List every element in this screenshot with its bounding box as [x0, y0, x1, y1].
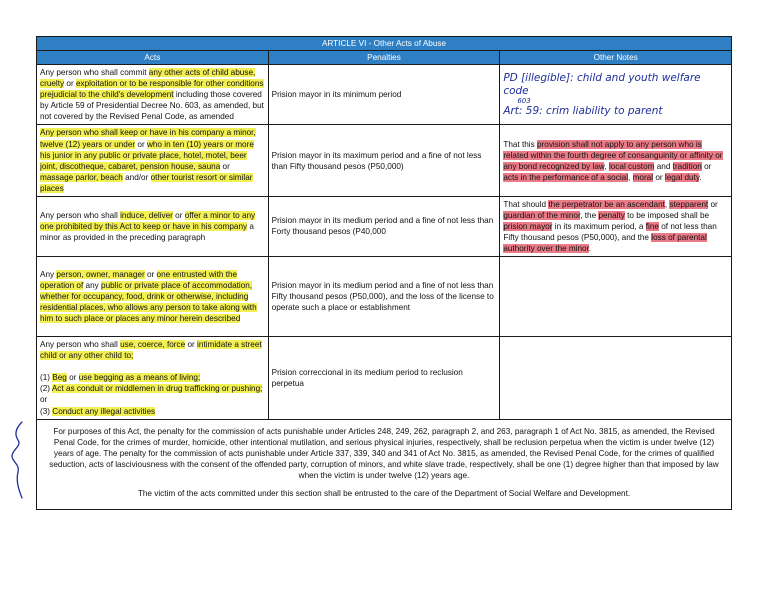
handwritten-note: 603	[517, 96, 531, 105]
highlight-yellow: offer a minor to any one prohibited by this Act to keep or have in his company	[40, 210, 256, 231]
text-run: of not less than Fifty thousand pesos (P50,000), and the	[503, 221, 717, 242]
text-run: and	[654, 161, 673, 171]
highlight-yellow: induce, deliver	[120, 210, 173, 220]
highlight-red: guardian of the minor	[503, 210, 581, 220]
acts-cell	[37, 337, 269, 419]
highlight-red: fine	[645, 221, 659, 231]
text-run: That should	[503, 199, 549, 209]
notes-cell	[500, 196, 732, 256]
text-run: or	[40, 395, 48, 405]
text-run: (1)	[40, 373, 53, 383]
column-header-penalties: Penalties	[268, 51, 500, 65]
text-run: Any person who shall	[40, 340, 121, 350]
text-run: (2)	[40, 384, 52, 394]
penalty-cell: Prision mayor in its medium period and a fine of not less than Forty thousand pesos (P40,000	[268, 196, 500, 256]
penalty-cell: Prision mayor in its medium period and a fine of not less than Fifty thousand pesos (P50,000), and the loss of the license to operate such a place or establishment	[268, 257, 500, 337]
text-run: That this	[503, 139, 537, 149]
highlight-yellow: who in ten (10) years or more his junior in any public or private place, hotel, motel, beer joint, discotheque, cabaret, pension house, sauna	[40, 139, 254, 171]
highlight-yellow: use begging as a means of living;	[78, 373, 201, 383]
highlight-red: local custom	[608, 161, 655, 171]
text-run: any	[83, 281, 102, 291]
penalty-cell: Prision correccional in its medium period to reclusion perpetua	[268, 337, 500, 419]
highlight-red: stepparent	[669, 199, 709, 209]
acts-cell	[37, 65, 269, 125]
text-run: or	[185, 340, 198, 350]
notes-cell	[500, 125, 732, 196]
highlight-yellow: massage parlor, beach	[40, 172, 123, 182]
text-run: or	[144, 269, 157, 279]
text-run: Any person who shall commit	[40, 68, 149, 78]
text-run: or	[653, 172, 665, 182]
penalty-cell: Prision mayor in its minimum period	[268, 65, 500, 125]
highlight-yellow: other tourist resort or similar places	[40, 172, 253, 193]
text-run: Any	[40, 269, 57, 279]
text-run: in its maximum period, a	[552, 221, 646, 231]
highlight-red: moral	[632, 172, 654, 182]
text-run: or	[135, 139, 147, 149]
text-run: or	[64, 79, 76, 89]
text-run: Any person who shall	[40, 210, 121, 220]
text-run: or	[708, 199, 718, 209]
text-run: or	[172, 210, 185, 220]
text-run: to be imposed shall be	[624, 210, 710, 220]
notes-cell	[500, 65, 732, 125]
footer-cell	[37, 419, 732, 509]
handwritten-note: Art: 59: crim liability to parent	[503, 104, 663, 117]
acts-cell	[37, 196, 269, 256]
text-run: , the	[580, 210, 599, 220]
text-run: (3)	[40, 406, 53, 416]
text-run: ,	[604, 161, 609, 171]
penalty-cell: Prision mayor in its maximum period and a fine of not less than Fifty thousand pesos (P50,000)	[268, 125, 500, 196]
table-row	[37, 257, 732, 337]
highlight-yellow: intimidate a street child or any other child to;	[40, 340, 262, 361]
text-run: or	[701, 161, 712, 171]
highlight-red: tradition	[672, 161, 702, 171]
text-run: .	[588, 244, 592, 254]
text-run: a minor as provided in the preceding paragraph	[40, 221, 254, 242]
text-run: ,	[628, 172, 633, 182]
table-row	[37, 337, 732, 419]
highlight-yellow: one entrusted with the operation of	[40, 269, 238, 291]
notes-cell	[500, 337, 732, 419]
highlight-yellow: Any person who shall keep or have in his company a minor, twelve (12) years or under	[40, 128, 256, 149]
highlight-red: the perpetrator be an ascendant	[548, 199, 665, 209]
text-run: including those covered by Article 59 of Presidential Decree No. 603, as amended, but not covered by the Revised Penal Code, as amended	[40, 90, 264, 122]
text-run: .	[699, 172, 702, 182]
highlight-yellow: use, coerce, force	[120, 340, 186, 350]
highlight-yellow: Act as conduit or middlemen in drug trafficking or pushing;	[51, 384, 263, 394]
footer-paragraph: For purposes of this Act, the penalty for the commission of acts punishable under Articles 248, 249, 262, paragraph 2, and 263, paragraph 1 of Act No. 3815, as amended, the Revised Penal Code, for the crimes of murder, homicide, other intentional mutilation, and serious physical injuries, respectively, shall be reclusion perpetua when the victim is under twelve (12) years of age. The penalty for the commission of acts punishable under Article 337, 339, 340 and 341 of Act No. 3815, as amended, the Revised Penal Code, for the crimes of qualified seduction, acts of lasciviousness with the consent of the offended party, corruption of minors, and white slave trade, respectively, shall be one (1) degree higher than that imposed by law when the victim is under twelve (12) years age.	[49, 426, 719, 480]
notes-cell	[500, 257, 732, 337]
acts-cell	[37, 257, 269, 337]
table-row	[37, 65, 732, 125]
text-run: ,	[664, 199, 670, 209]
text-run: and/or	[122, 172, 151, 182]
text-run: or	[220, 161, 230, 171]
highlight-red: acts in the performance of a social	[503, 172, 629, 182]
highlight-yellow: Beg	[52, 373, 67, 383]
table-row	[37, 125, 732, 196]
highlight-yellow: person, owner, manager	[56, 269, 145, 279]
handwritten-note: PD [illegible]: child and youth welfare code	[503, 71, 701, 97]
highlight-red: penalty	[598, 210, 625, 220]
text-run: or	[66, 373, 79, 383]
footer-paragraph: The victim of the acts committed under this section shall be entrusted to the care of the Department of Social Welfare and Development.	[137, 488, 631, 498]
highlight-yellow: public or private place of accommodation, whether for occupancy, food, drink or otherwise, including residential places, who allows any person to take along with him to such place or places any minor herein described	[40, 281, 257, 324]
article-title: ARTICLE VI - Other Acts of Abuse	[37, 37, 732, 51]
column-header-notes: Other Notes	[500, 51, 732, 65]
footer-row	[37, 419, 732, 509]
article-sheet	[36, 36, 732, 510]
highlight-yellow: exploitation or to be responsible for other conditions prejudicial to the child's development	[40, 79, 264, 100]
column-header-acts: Acts	[37, 51, 269, 65]
table-row	[37, 196, 732, 256]
article-table	[36, 36, 732, 510]
handwritten-bracket-icon	[8, 420, 32, 500]
highlight-red: prision mayor	[503, 221, 553, 231]
highlight-yellow: Conduct any illegal activities	[52, 406, 156, 416]
highlight-red: legal duty	[664, 172, 700, 182]
acts-cell	[37, 125, 269, 196]
highlight-yellow: any other acts of child abuse, cruelty	[40, 68, 256, 89]
highlight-red: loss of parental authority over the minor	[503, 233, 707, 254]
highlight-red: provision shall not apply to any person who is related within the fourth degree of consanguinity or affinity or any bond recognized by law	[503, 139, 723, 171]
